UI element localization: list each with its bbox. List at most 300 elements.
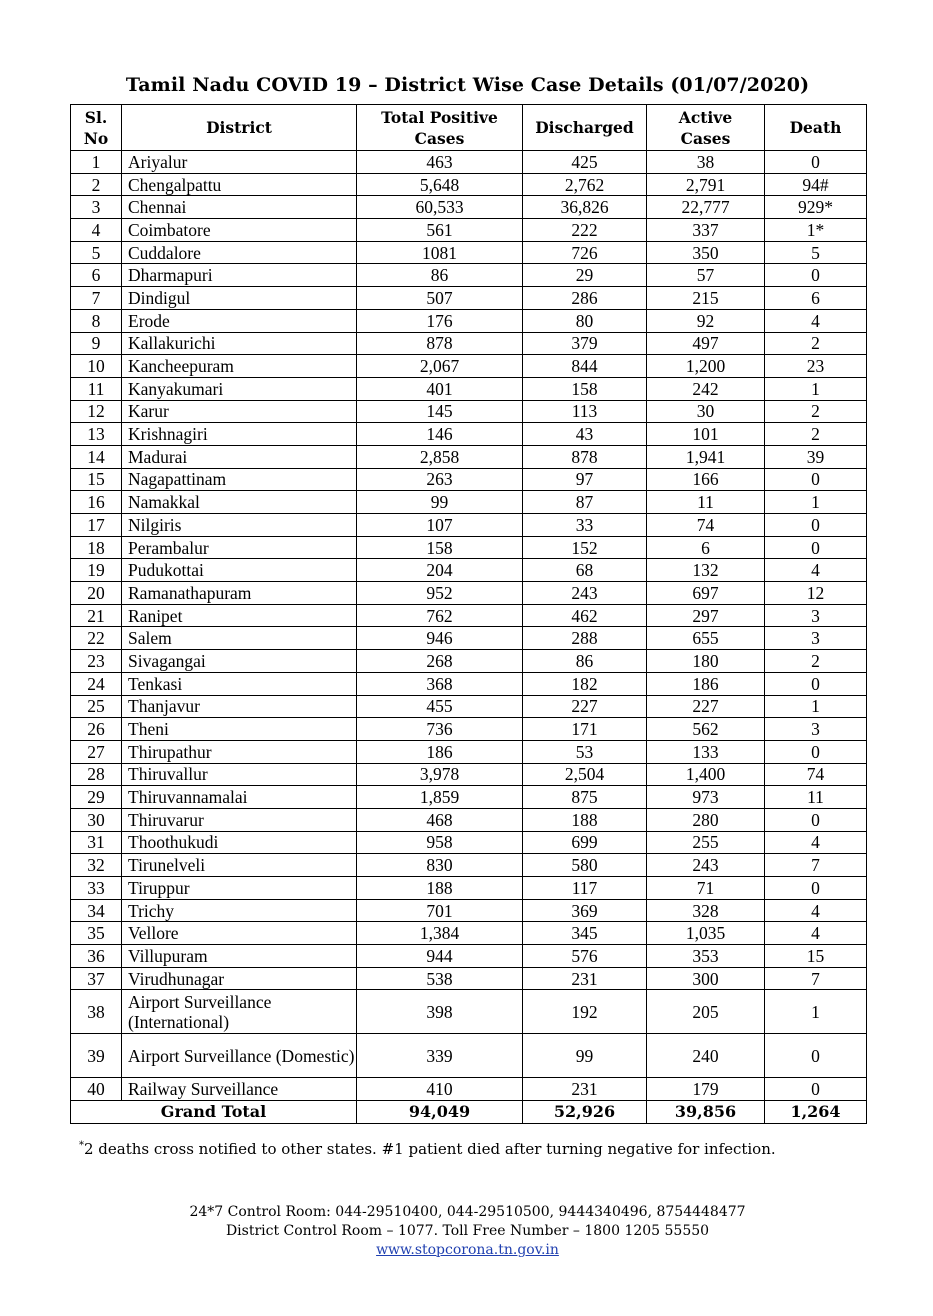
cell-discharged: 182 [523,672,647,695]
cell-sl-no: 17 [71,514,122,537]
cell-district: Thiruvannamalai [122,786,357,809]
cell-death: 39 [765,445,867,468]
cell-sl-no: 37 [71,967,122,990]
cell-discharged: 231 [523,1078,647,1101]
cell-discharged: 188 [523,808,647,831]
cell-sl-no: 18 [71,536,122,559]
cell-active: 2,791 [647,173,765,196]
cell-active: 166 [647,468,765,491]
cell-sl-no: 28 [71,763,122,786]
table-row [71,740,867,763]
cell-active: 101 [647,423,765,446]
header-district: District [122,105,357,151]
cell-sl-no: 24 [71,672,122,695]
cell-district: Virudhunagar [122,967,357,990]
cell-death: 1* [765,219,867,242]
grand-total-row [71,1101,867,1124]
cell-total-positive: 263 [357,468,523,491]
cell-death: 3 [765,627,867,650]
cell-active: 92 [647,309,765,332]
cell-total-positive: 86 [357,264,523,287]
cell-sl-no: 10 [71,355,122,378]
cell-total-positive: 3,978 [357,763,523,786]
table-row [71,355,867,378]
cell-death: 4 [765,899,867,922]
table-row [71,877,867,900]
cell-sl-no: 30 [71,808,122,831]
header-total-positive [357,105,523,151]
cell-district: Thiruvarur [122,808,357,831]
cell-total-positive: 561 [357,219,523,242]
cell-sl-no: 21 [71,604,122,627]
cell-discharged: 158 [523,377,647,400]
table-row [71,491,867,514]
cell-discharged: 875 [523,786,647,809]
cell-discharged: 171 [523,718,647,741]
table-row [71,695,867,718]
cell-total-positive: 145 [357,400,523,423]
cell-sl-no: 8 [71,309,122,332]
cell-total-positive: 455 [357,695,523,718]
cell-total-positive: 1081 [357,241,523,264]
cell-discharged: 462 [523,604,647,627]
cell-total-positive: 463 [357,151,523,174]
cell-total-positive: 107 [357,514,523,537]
cell-active: 255 [647,831,765,854]
cell-sl-no: 23 [71,650,122,673]
cell-discharged: 80 [523,309,647,332]
cell-discharged: 227 [523,695,647,718]
table-row [71,423,867,446]
cell-active: 179 [647,1078,765,1101]
cell-death: 15 [765,945,867,968]
cell-discharged: 36,826 [523,196,647,219]
cell-death: 0 [765,740,867,763]
cell-district: Thoothukudi [122,831,357,854]
header-active [647,105,765,151]
cell-district: Kallakurichi [122,332,357,355]
cell-total-positive: 204 [357,559,523,582]
cell-discharged: 97 [523,468,647,491]
page-title: Tamil Nadu COVID 19 – District Wise Case Details (01/07/2020) [125,74,810,96]
cell-total-positive: 176 [357,309,523,332]
grand-total-positive: 94,049 [357,1101,523,1124]
cell-active: 280 [647,808,765,831]
cell-discharged: 580 [523,854,647,877]
cell-discharged: 288 [523,627,647,650]
cell-sl-no: 35 [71,922,122,945]
cell-district: Ranipet [122,604,357,627]
grand-total-death: 1,264 [765,1101,867,1124]
cell-active: 697 [647,582,765,605]
cell-active: 562 [647,718,765,741]
cell-district: Salem [122,627,357,650]
header-sl-line1: Sl. [84,107,108,127]
table-header-row [71,105,867,151]
cell-active: 205 [647,990,765,1034]
cell-district: Nilgiris [122,514,357,537]
cell-active: 57 [647,264,765,287]
cell-discharged: 2,762 [523,173,647,196]
footnote [79,1135,839,1160]
cell-discharged: 345 [523,922,647,945]
cell-sl-no: 9 [71,332,122,355]
table-row [71,536,867,559]
table-row [71,967,867,990]
cell-death: 0 [765,264,867,287]
cell-sl-no: 16 [71,491,122,514]
cell-district: Tenkasi [122,672,357,695]
cell-discharged: 68 [523,559,647,582]
cell-discharged: 99 [523,1034,647,1078]
table-row [71,287,867,310]
cell-total-positive: 5,648 [357,173,523,196]
cell-discharged: 2,504 [523,763,647,786]
cell-discharged: 33 [523,514,647,537]
cell-total-positive: 398 [357,990,523,1034]
cell-discharged: 29 [523,264,647,287]
cell-death: 0 [765,1078,867,1101]
table-row [71,672,867,695]
cell-discharged: 844 [523,355,647,378]
cell-sl-no: 31 [71,831,122,854]
cell-total-positive: 401 [357,377,523,400]
cell-total-positive: 468 [357,808,523,831]
cell-discharged: 222 [523,219,647,242]
cell-death: 0 [765,808,867,831]
cell-death: 1 [765,377,867,400]
cell-district: Sivagangai [122,650,357,673]
grand-total-label: Grand Total [71,1101,357,1124]
cell-district: Chennai [122,196,357,219]
cell-sl-no: 7 [71,287,122,310]
cell-discharged: 86 [523,650,647,673]
header-death: Death [765,105,867,151]
cell-active: 74 [647,514,765,537]
cell-active: 215 [647,287,765,310]
cell-district: Namakkal [122,491,357,514]
cell-sl-no: 38 [71,990,122,1034]
cell-death: 7 [765,967,867,990]
table-row [71,151,867,174]
cell-total-positive: 268 [357,650,523,673]
cell-district: Ramanathapuram [122,582,357,605]
cell-active: 132 [647,559,765,582]
table-row [71,650,867,673]
cell-death: 1 [765,695,867,718]
cell-death: 7 [765,854,867,877]
cell-discharged: 878 [523,445,647,468]
cell-death: 2 [765,332,867,355]
header-total-line2: Cases [414,128,465,148]
header-sl-no [71,105,122,151]
cell-total-positive: 538 [357,967,523,990]
website-link[interactable]: www.stopcorona.tn.gov.in [376,1242,559,1258]
cell-death: 0 [765,1034,867,1078]
cell-death: 0 [765,151,867,174]
table-row [71,604,867,627]
cell-district: Krishnagiri [122,423,357,446]
cell-death: 74 [765,763,867,786]
grand-total-discharged: 52,926 [523,1101,647,1124]
cell-district: Dharmapuri [122,264,357,287]
cell-sl-no: 36 [71,945,122,968]
cell-sl-no: 26 [71,718,122,741]
cell-active: 655 [647,627,765,650]
cell-active: 353 [647,945,765,968]
cell-active: 180 [647,650,765,673]
cell-total-positive: 952 [357,582,523,605]
cell-death: 4 [765,831,867,854]
cell-total-positive: 146 [357,423,523,446]
cell-active: 337 [647,219,765,242]
cell-district: Madurai [122,445,357,468]
cell-total-positive: 946 [357,627,523,650]
cell-sl-no: 32 [71,854,122,877]
table-row [71,468,867,491]
cell-district: Thiruvallur [122,763,357,786]
cell-district: Thirupathur [122,740,357,763]
cell-discharged: 87 [523,491,647,514]
cell-total-positive: 410 [357,1078,523,1101]
cell-death: 23 [765,355,867,378]
cell-death: 0 [765,468,867,491]
cell-death: 1 [765,491,867,514]
cell-district: Coimbatore [122,219,357,242]
cell-district: Kanyakumari [122,377,357,400]
cell-district: Kancheepuram [122,355,357,378]
cell-total-positive: 762 [357,604,523,627]
footnote-text: 2 deaths cross notified to other states. #1 patient died after turning negative for infection. [84,1140,776,1158]
table-row [71,786,867,809]
cell-death: 2 [765,423,867,446]
table-row [71,559,867,582]
cell-active: 186 [647,672,765,695]
cell-sl-no: 39 [71,1034,122,1078]
cell-district: Theni [122,718,357,741]
cell-active: 227 [647,695,765,718]
cell-death: 2 [765,400,867,423]
cell-sl-no: 2 [71,173,122,196]
cell-discharged: 425 [523,151,647,174]
cell-district: Erode [122,309,357,332]
footnote-star: * [79,1140,84,1151]
table-row [71,582,867,605]
table-row [71,196,867,219]
cell-discharged: 192 [523,990,647,1034]
cell-sl-no: 25 [71,695,122,718]
cell-district: Ariyalur [122,151,357,174]
table-row [71,899,867,922]
cell-death: 12 [765,582,867,605]
cell-total-positive: 60,533 [357,196,523,219]
cell-death: 0 [765,536,867,559]
grand-total-active: 39,856 [647,1101,765,1124]
cell-total-positive: 368 [357,672,523,695]
cell-discharged: 286 [523,287,647,310]
cell-sl-no: 33 [71,877,122,900]
cell-discharged: 113 [523,400,647,423]
cell-active: 133 [647,740,765,763]
header-active-line2: Cases [680,128,731,148]
cell-death: 11 [765,786,867,809]
table-row [71,990,867,1034]
cell-discharged: 726 [523,241,647,264]
cell-discharged: 117 [523,877,647,900]
cell-active: 497 [647,332,765,355]
table-row [71,400,867,423]
table-row [71,854,867,877]
table-row [71,763,867,786]
table-row [71,922,867,945]
cell-death: 5 [765,241,867,264]
cell-death: 4 [765,922,867,945]
cell-active: 30 [647,400,765,423]
cell-death: 3 [765,604,867,627]
table-row [71,718,867,741]
cell-district: Vellore [122,922,357,945]
district-case-table [70,104,867,1124]
table-row [71,945,867,968]
cell-total-positive: 507 [357,287,523,310]
cell-sl-no: 22 [71,627,122,650]
cell-district: Trichy [122,899,357,922]
cell-active: 6 [647,536,765,559]
cell-total-positive: 830 [357,854,523,877]
table-row [71,1078,867,1101]
cell-sl-no: 5 [71,241,122,264]
table-row [71,309,867,332]
cell-active: 297 [647,604,765,627]
cell-sl-no: 4 [71,219,122,242]
cell-active: 1,200 [647,355,765,378]
cell-district: Airport Surveillance (Domestic) [122,1034,357,1078]
table-row [71,241,867,264]
cell-death: 0 [765,672,867,695]
cell-district: Nagapattinam [122,468,357,491]
cell-active: 1,941 [647,445,765,468]
cell-discharged: 231 [523,967,647,990]
cell-death: 2 [765,650,867,673]
cell-discharged: 699 [523,831,647,854]
header-discharged: Discharged [523,105,647,151]
table-row [71,514,867,537]
table-row [71,808,867,831]
cell-sl-no: 34 [71,899,122,922]
cell-sl-no: 3 [71,196,122,219]
cell-total-positive: 339 [357,1034,523,1078]
cell-death: 3 [765,718,867,741]
cell-district: Chengalpattu [122,173,357,196]
table-body [71,151,867,1101]
cell-total-positive: 944 [357,945,523,968]
cell-district: Tiruppur [122,877,357,900]
table-row [71,377,867,400]
cell-sl-no: 11 [71,377,122,400]
cell-sl-no: 19 [71,559,122,582]
cell-sl-no: 40 [71,1078,122,1101]
cell-total-positive: 878 [357,332,523,355]
cell-sl-no: 13 [71,423,122,446]
cell-total-positive: 736 [357,718,523,741]
cell-sl-no: 29 [71,786,122,809]
contact-info [70,1203,865,1260]
table-row [71,1034,867,1078]
cell-sl-no: 27 [71,740,122,763]
cell-death: 4 [765,559,867,582]
cell-active: 300 [647,967,765,990]
cell-death: 1 [765,990,867,1034]
cell-discharged: 379 [523,332,647,355]
cell-discharged: 152 [523,536,647,559]
cell-active: 1,400 [647,763,765,786]
cell-active: 328 [647,899,765,922]
cell-active: 11 [647,491,765,514]
table-row [71,831,867,854]
control-room-line: 24*7 Control Room: 044-29510400, 044-29510500, 9444340496, 8754448477 [189,1204,746,1220]
cell-death: 94# [765,173,867,196]
cell-district: Thanjavur [122,695,357,718]
cell-active: 22,777 [647,196,765,219]
cell-sl-no: 12 [71,400,122,423]
table-row [71,332,867,355]
table-row [71,264,867,287]
cell-total-positive: 1,859 [357,786,523,809]
header-active-line1: Active [678,107,733,127]
header-sl-line2: No [83,128,109,148]
table-row [71,173,867,196]
cell-discharged: 243 [523,582,647,605]
cell-district: Cuddalore [122,241,357,264]
cell-active: 1,035 [647,922,765,945]
cell-active: 240 [647,1034,765,1078]
cell-active: 38 [647,151,765,174]
cell-district: Perambalur [122,536,357,559]
cell-active: 71 [647,877,765,900]
cell-discharged: 576 [523,945,647,968]
cell-total-positive: 1,384 [357,922,523,945]
cell-total-positive: 188 [357,877,523,900]
cell-total-positive: 2,858 [357,445,523,468]
cell-district: Tirunelveli [122,854,357,877]
cell-death: 6 [765,287,867,310]
cell-district: Pudukottai [122,559,357,582]
cell-sl-no: 20 [71,582,122,605]
cell-sl-no: 1 [71,151,122,174]
table-row [71,627,867,650]
cell-total-positive: 958 [357,831,523,854]
cell-death: 929* [765,196,867,219]
header-total-line1: Total Positive [381,107,498,127]
cell-active: 243 [647,854,765,877]
cell-active: 350 [647,241,765,264]
cell-district: Villupuram [122,945,357,968]
table-row [71,445,867,468]
cell-district: Dindigul [122,287,357,310]
cell-total-positive: 99 [357,491,523,514]
cell-active: 242 [647,377,765,400]
cell-total-positive: 2,067 [357,355,523,378]
cell-discharged: 43 [523,423,647,446]
cell-district: Airport Surveillance (International) [122,990,357,1034]
cell-sl-no: 14 [71,445,122,468]
cell-active: 973 [647,786,765,809]
cell-death: 0 [765,514,867,537]
cell-discharged: 369 [523,899,647,922]
cell-death: 4 [765,309,867,332]
cell-total-positive: 701 [357,899,523,922]
table-row [71,219,867,242]
